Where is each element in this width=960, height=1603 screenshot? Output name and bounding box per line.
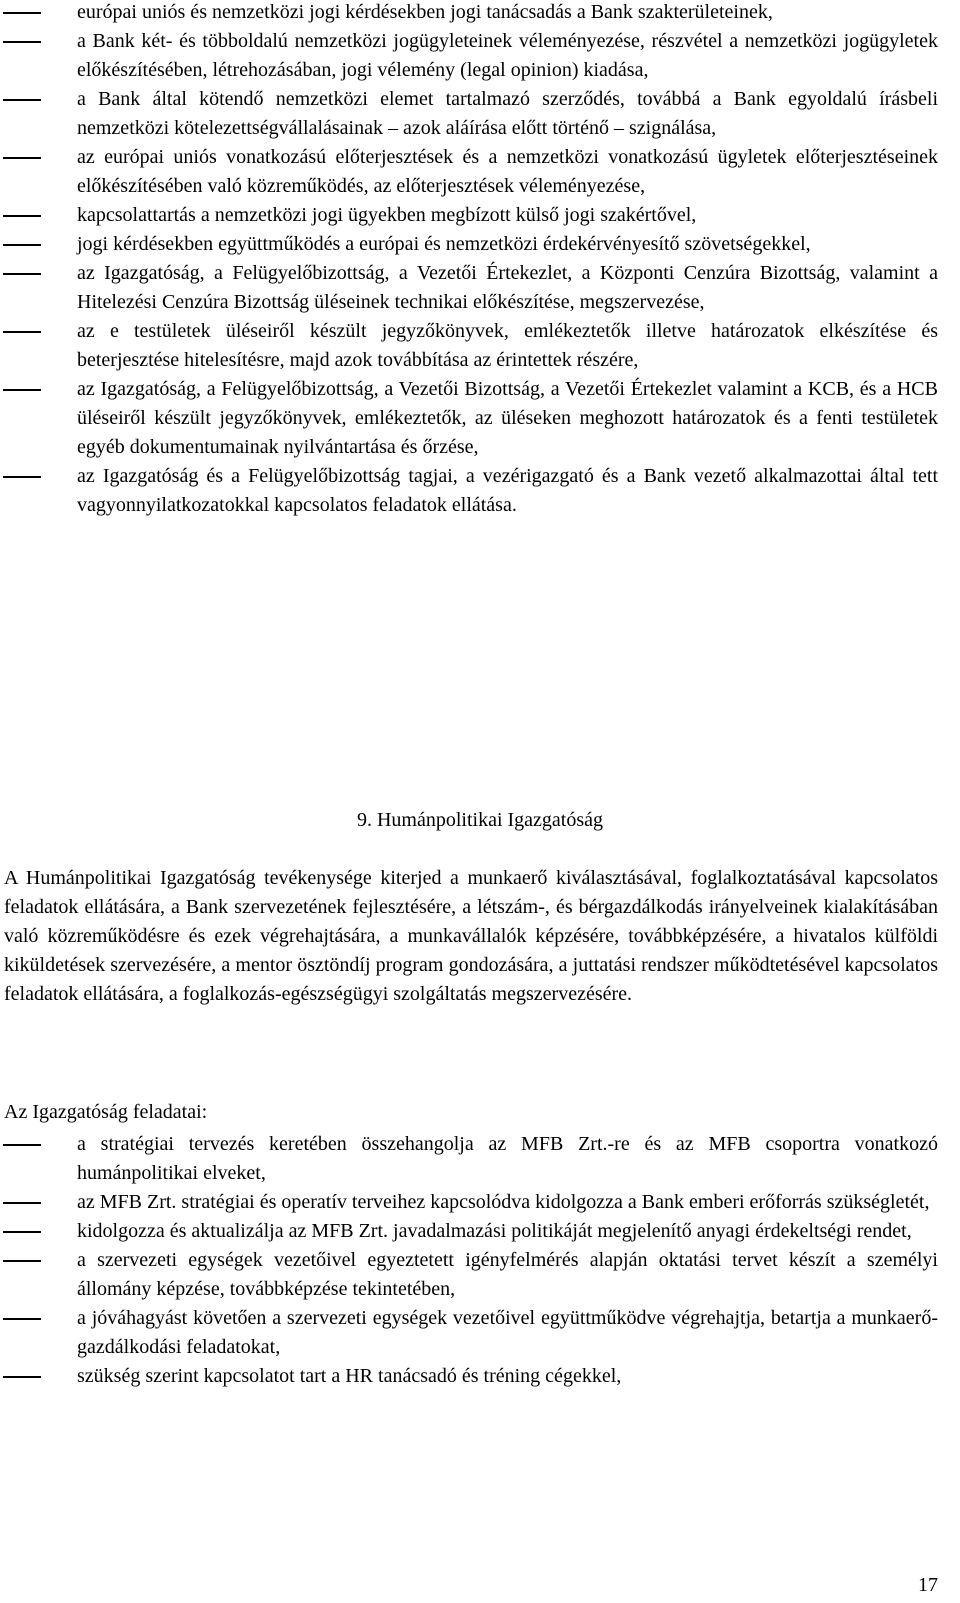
list-item-text: kidolgozza és aktualizálja az MFB Zrt. javadalmazási politikáját megjelenítő anyagi érdekeltségi rendet, (77, 1220, 912, 1242)
dash-bullet-icon (3, 230, 41, 259)
list-item-text: az Igazgatóság, a Felügyelőbizottság, a Vezetői Értekezlet, a Központi Cenzúra Bizottság, valamint a Hitelezési Cenzúra Bizottság üléseinek technikai előkészítése, megszervezése, (77, 262, 938, 313)
list-item (0, 1217, 960, 1246)
list-item-text: az e testületek üléseiről készült jegyzőkönyvek, emlékeztetők illetve határozatok elkészítése és beterjesztése hitelesítésre, majd azok továbbítása az érintettek részére, (77, 320, 938, 371)
duties-list-bottom (0, 1130, 960, 1391)
list-item (0, 1304, 960, 1362)
dash-bullet-icon (3, 259, 41, 288)
dash-bullet-icon (3, 85, 41, 114)
list-item-text: a szervezeti egységek vezetőivel egyeztetett igényfelmérés alapján oktatási tervet készít a személyi állomány képzése, továbbképzése tekintetében, (77, 1249, 938, 1300)
dash-bullet-icon (3, 1188, 41, 1217)
dash-bullet-icon (3, 375, 41, 404)
list-item (0, 1246, 960, 1304)
duties-intro: Az Igazgatóság feladatai: (4, 1101, 208, 1123)
list-item-text: az Igazgatóság és a Felügyelőbizottság tagjai, a vezérigazgató és a Bank vezető alkalmazottai által tett vagyonnyilatkozatokkal kapcsolatos feladatok ellátása. (77, 465, 938, 516)
list-item (0, 0, 960, 27)
page-number: 17 (918, 1574, 938, 1596)
list-item (0, 143, 960, 201)
list-item (0, 230, 960, 259)
dash-bullet-icon (3, 462, 41, 491)
list-item (0, 1130, 960, 1188)
list-item (0, 317, 960, 375)
dash-bullet-icon (3, 27, 41, 56)
duties-list-top (0, 0, 960, 520)
list-item-text: a stratégiai tervezés keretében összehangolja az MFB Zrt.-re és az MFB csoportra vonatkozó humánpolitikai elveket, (77, 1133, 938, 1184)
dash-bullet-icon (3, 1246, 41, 1275)
list-item (0, 201, 960, 230)
list-item-text: a jóváhagyást követően a szervezeti egységek vezetőivel együttműködve végrehajtja, betartja a munkaerő-gazdálkodási feladatokat, (77, 1307, 938, 1358)
dash-bullet-icon (3, 1362, 41, 1391)
dash-bullet-icon (3, 317, 41, 346)
list-item-text: a Bank által kötendő nemzetközi elemet tartalmazó szerződés, továbbá a Bank egyoldalú írásbeli nemzetközi kötelezettségvállalásainak – azok aláírása előtt történő – szignálása, (77, 88, 938, 139)
dash-bullet-icon (3, 143, 41, 172)
list-item-text: az MFB Zrt. stratégiai és operatív terveihez kapcsolódva kidolgozza a Bank emberi erőforrás szükségletét, (77, 1191, 930, 1213)
list-item (0, 1362, 960, 1391)
dash-bullet-icon (3, 0, 41, 27)
list-item-text: az európai uniós vonatkozású előterjesztések és a nemzetközi vonatkozású ügyletek előterjesztéseinek előkészítésében való közreműködés, az előterjesztések véleményezése, (77, 146, 938, 197)
list-item (0, 375, 960, 462)
list-item (0, 462, 960, 520)
list-item-text: jogi kérdésekben együttműködés a európai és nemzetközi érdekérvényesítő szövetségekkel, (77, 233, 811, 255)
list-item (0, 259, 960, 317)
list-item-text: a Bank két- és többoldalú nemzetközi jogügyleteinek véleményezése, részvétel a nemzetközi jogügyletek előkészítésében, létrehozásában, jogi vélemény (legal opinion) kiadása, (77, 30, 938, 81)
list-item-text: szükség szerint kapcsolatot tart a HR tanácsadó és tréning cégekkel, (77, 1365, 622, 1387)
list-item (0, 1188, 960, 1217)
dash-bullet-icon (3, 201, 41, 230)
list-item-text: az Igazgatóság, a Felügyelőbizottság, a Vezetői Bizottság, a Vezetői Értekezlet valamint a KCB, és a HCB üléseiről készült jegyzőkönyvek, emlékeztetők, az üléseken meghozott határozatok és a fenti testületek egyéb dokumentumainak nyilvántartása és őrzése, (77, 378, 938, 458)
dash-bullet-icon (3, 1217, 41, 1246)
section-heading: 9. Humánpolitikai Igazgatóság (356, 809, 604, 831)
section-paragraph: A Humánpolitikai Igazgatóság tevékenysége kiterjed a munkaerő kiválasztásával, foglalkoztatásával kapcsolatos feladatok ellátására, a Bank szervezetének fejlesztésére, a létszám-, és bérgazdálkodás irányelveinek kialakításában való közreműködésre és ezek végrehajtására, a munkavállalók képzésére, továbbképzésére, a hivatalos külföldi kiküldetések szervezésére, a mentor ösztöndíj program gondozására, a juttatási rendszer működtetésével kapcsolatos feladatok ellátására, a foglalkozás-egészségügyi szolgáltatás megszervezésére. (4, 867, 938, 1005)
dash-bullet-icon (3, 1304, 41, 1333)
list-item (0, 85, 960, 143)
list-item (0, 27, 960, 85)
dash-bullet-icon (3, 1130, 41, 1159)
list-item-text: európai uniós és nemzetközi jogi kérdésekben jogi tanácsadás a Bank szakterületeinek, (77, 1, 773, 23)
list-item-text: kapcsolattartás a nemzetközi jogi ügyekben megbízott külső jogi szakértővel, (77, 204, 697, 226)
